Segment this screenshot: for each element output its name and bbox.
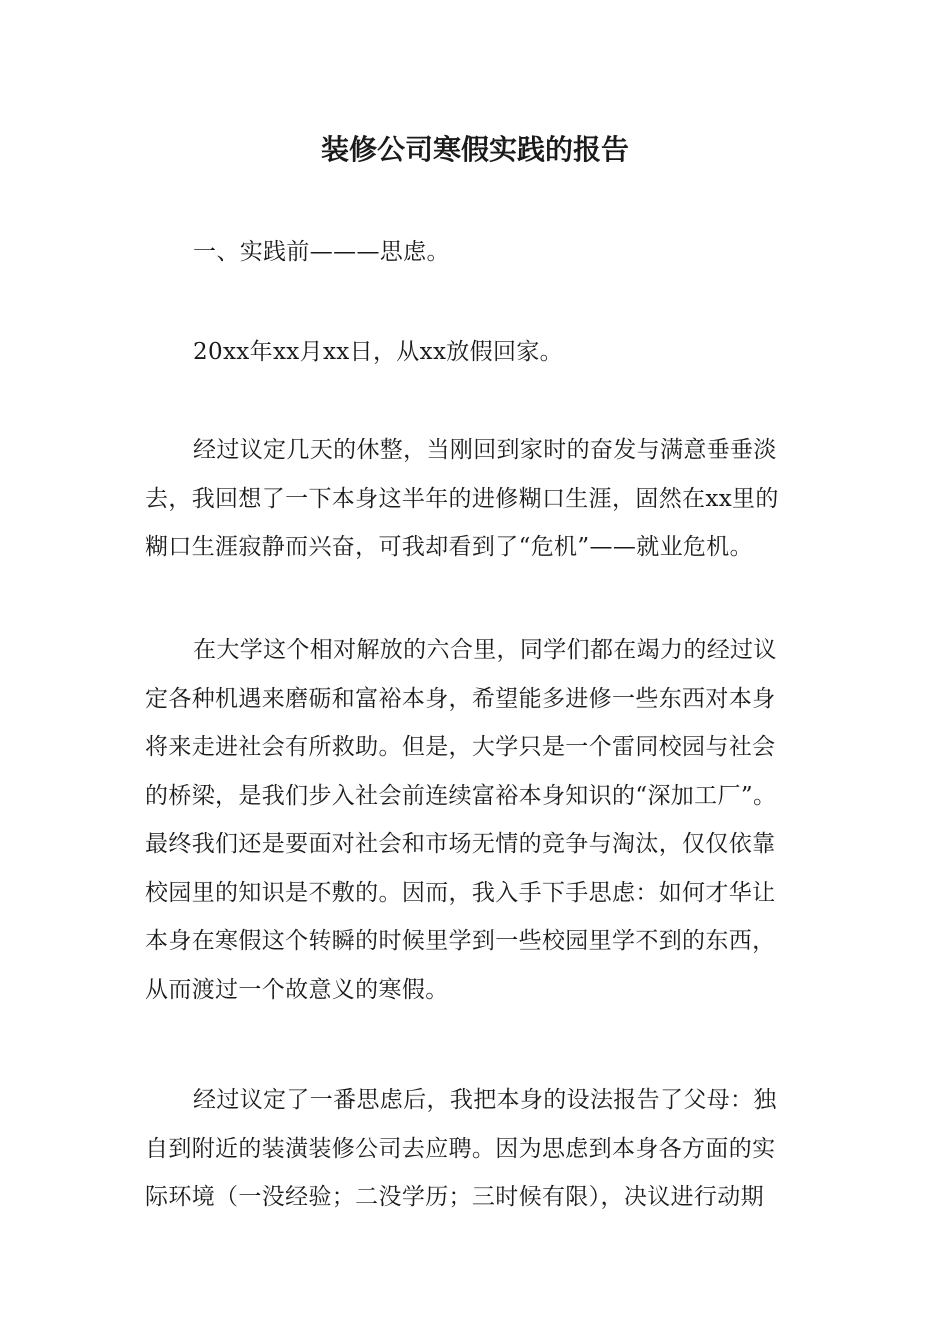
paragraph-line: 本身在寒假这个转瞬的时候里学到一些校园里学不到的东西， — [145, 928, 776, 954]
paragraph-line: 最终我们还是要面对社会和市场无情的竞争与淘汰，仅仅依靠 — [145, 831, 776, 857]
paragraph-line: 际环境（一没经验；二没学历；三时候有限），决议进行动期 — [145, 1184, 764, 1210]
paragraph-line: 经过议定了一番思虑后，我把本身的设法报告了父母：独 — [193, 1087, 777, 1113]
paragraph-line: 自到附近的装潢装修公司去应聘。因为思虑到本身各方面的实 — [145, 1135, 776, 1162]
paragraph-line: 从而渡过一个故意义的寒假。 — [145, 976, 449, 1003]
paragraph-line: 将来走进社会有所救助。但是，大学只是一个雷同校园与社会 — [145, 734, 776, 760]
paragraph-line: 的桥梁，是我们步入社会前连续富裕本身知识的“深加工厂”。 — [145, 782, 777, 809]
paragraph-line: 去，我回想了一下本身这半年的进修糊口生涯，固然在xx里的 — [145, 485, 779, 512]
date-line-text: 20xx年xx月xx日，从xx放假回家。 — [193, 339, 564, 365]
document-title: 装修公司寒假实践的报告 — [320, 133, 629, 166]
paragraph-2 — [145, 626, 817, 1014]
paragraph-line: 糊口生涯寂静而兴奋，可我却看到了“危机”——就业危机。 — [145, 534, 753, 560]
paragraph-line: 校园里的知识是不敷的。因而，我入手下手思虑：如何才华让 — [145, 879, 776, 906]
paragraph-3 — [145, 1076, 817, 1222]
paragraph-line: 定各种机遇来磨砺和富裕本身，希望能多进修一些东西对本身 — [145, 685, 776, 712]
paragraph-line: 在大学这个相对解放的六合里，同学们都在竭力的经过议 — [193, 637, 777, 663]
section-heading — [145, 228, 817, 277]
section-heading-text: 一、实践前———思虑。 — [193, 239, 450, 265]
date-line — [145, 328, 817, 377]
paragraph-1 — [145, 426, 817, 572]
paragraph-line: 经过议定几天的休整，当刚回到家时的奋发与满意垂垂淡 — [193, 437, 777, 463]
